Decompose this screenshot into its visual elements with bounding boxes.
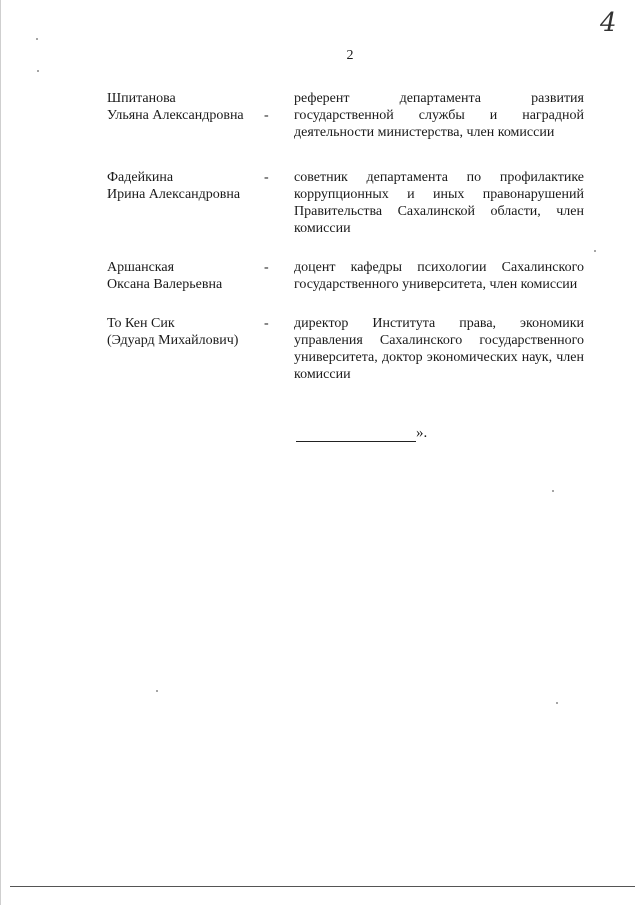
scan-speck (556, 702, 558, 704)
member-name (107, 169, 264, 237)
handwritten-sheet-number: 4 (600, 8, 617, 38)
closing-quote: ». (416, 425, 428, 441)
member-entry (107, 169, 587, 237)
scan-speck (552, 490, 554, 492)
member-surname: Фадейкина (107, 170, 174, 185)
scan-speck (156, 690, 158, 692)
scan-speck (37, 70, 39, 72)
scan-speck (36, 38, 38, 40)
member-dash: - (264, 108, 269, 123)
scan-speck (594, 250, 596, 252)
member-dash: - (264, 316, 269, 331)
closing-line (296, 425, 427, 442)
member-given-names: Оксана Валерьевна (107, 277, 223, 292)
member-dash: - (264, 260, 269, 275)
member-name (107, 315, 264, 383)
member-surname: То Кен Сик (107, 316, 175, 331)
member-role: директор Института права, экономики управления Сахалинского государственного университета, доктор экономических наук, член комиссии (294, 316, 584, 382)
member-entry (107, 259, 587, 293)
member-role: доцент кафедры психологии Сахалинского государственного университета, член комиссии (294, 260, 584, 292)
member-role: советник департамента по профилактике коррупционных и иных правонарушений Правительства Сахалинской области, член комиссии (294, 170, 584, 236)
member-given-names: (Эдуард Михайлович) (107, 333, 239, 348)
page-number: 2 (346, 48, 354, 63)
member-given-names: Ирина Александровна (107, 187, 241, 202)
member-surname: Шпитанова (107, 91, 176, 106)
member-name (107, 259, 264, 293)
bottom-scan-line (10, 886, 635, 887)
commission-member-list (107, 90, 587, 383)
member-entry (107, 315, 587, 383)
member-surname: Аршанская (107, 260, 175, 275)
member-name (107, 90, 264, 141)
scan-edge (0, 0, 1, 905)
closing-underline (296, 427, 416, 442)
member-role: референт департамента развития государственной службы и наградной деятельности министерства, член комиссии (294, 91, 584, 140)
member-entry (107, 90, 587, 141)
member-dash: - (264, 170, 269, 185)
member-given-names: Ульяна Александровна (107, 108, 244, 123)
